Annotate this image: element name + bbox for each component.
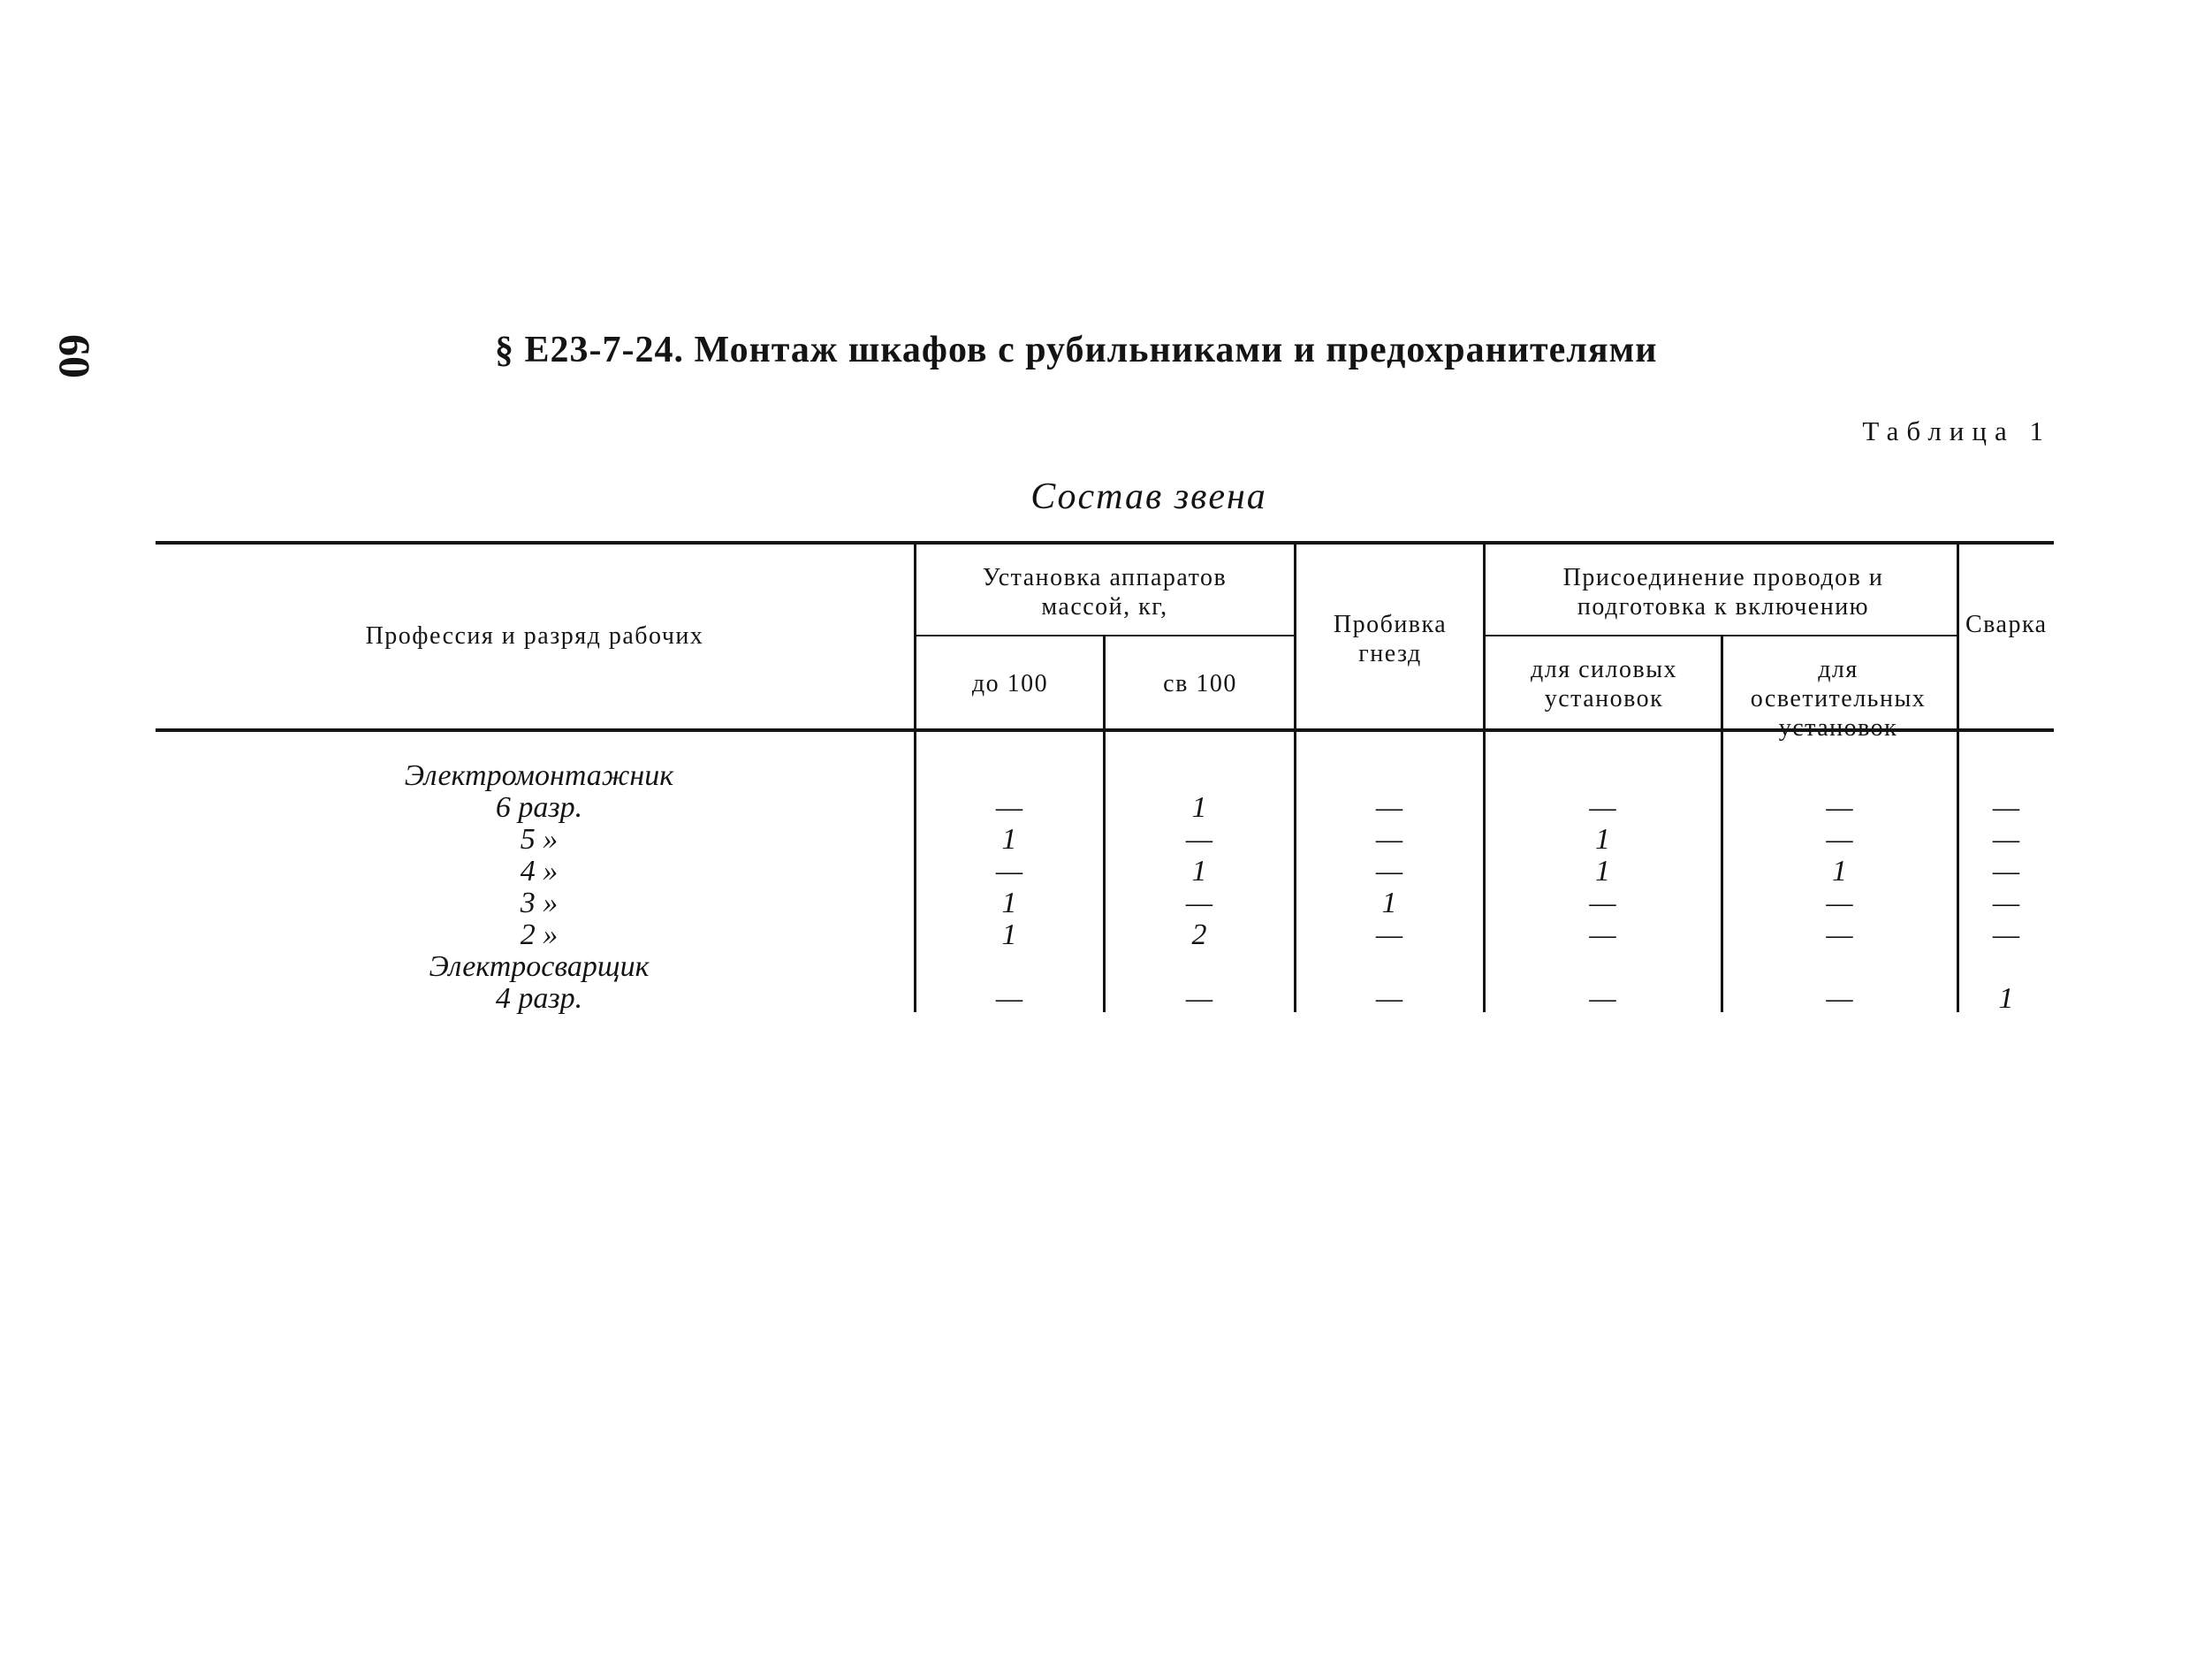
value-cell: — (1992, 918, 2020, 951)
value-cell: 1 (1832, 855, 1847, 888)
section-title: § Е23-7-24. Монтаж шкафов с рубильниками и предохранителями (495, 330, 1658, 370)
value-cell: — (995, 791, 1023, 824)
header-profession: Профессия и разряд рабочих (365, 622, 704, 650)
profession-cell: 4 разр. (495, 982, 583, 1015)
value-cell: — (1375, 823, 1403, 856)
value-cell: 1 (1998, 982, 2014, 1015)
header-connect-power: для силовых установок (1530, 656, 1677, 712)
profession-cell: 4 » (520, 855, 559, 888)
value-cell: — (1589, 918, 1616, 951)
value-cell: 2 (1191, 918, 1207, 951)
value-cell: 1 (1001, 887, 1017, 919)
header-connect-group: Присоединение проводов и подготовка к включению (1562, 564, 1884, 621)
value-cell: — (1375, 855, 1403, 888)
profession-cell: Электромонтажник (404, 759, 674, 792)
header-connect-lighting: для осветительных установок (1750, 656, 1927, 742)
value-cell: — (1826, 982, 1853, 1015)
value-cell: 1 (1191, 855, 1207, 888)
header-welding: Сварка (1965, 611, 2048, 638)
value-cell: — (1826, 823, 1853, 856)
value-cell: — (1375, 791, 1403, 824)
profession-cell: 3 » (520, 887, 559, 919)
value-cell: — (1826, 918, 1853, 951)
value-cell: — (995, 855, 1023, 888)
value-cell: — (1375, 918, 1403, 951)
value-cell: — (1185, 823, 1213, 856)
value-cell: — (1185, 982, 1213, 1015)
value-cell: — (1826, 791, 1853, 824)
profession-cell: 2 » (520, 918, 559, 951)
value-cell: 1 (1381, 887, 1397, 919)
header-install-group: Установка аппаратов массой, кг, (982, 564, 1228, 621)
profession-cell: 5 » (520, 823, 559, 856)
profession-cell: 6 разр. (495, 791, 583, 824)
table-top-rule (156, 541, 2054, 545)
value-cell: — (1375, 982, 1403, 1015)
value-cell: — (1826, 887, 1853, 919)
value-cell: — (1589, 791, 1616, 824)
table-label: Таблица 1 (1862, 415, 2051, 446)
value-cell: — (1589, 982, 1616, 1015)
table-caption: Состав звена (1030, 476, 1267, 517)
value-cell: 1 (1001, 823, 1017, 856)
value-cell: 1 (1191, 791, 1207, 824)
value-cell: — (1589, 887, 1616, 919)
value-cell: 1 (1595, 855, 1610, 888)
value-cell: — (1992, 823, 2020, 856)
header-install-up-to-100: до 100 (971, 670, 1049, 697)
value-cell: — (995, 982, 1023, 1015)
value-cell: — (1185, 887, 1213, 919)
value-cell: 1 (1001, 918, 1017, 951)
value-cell: — (1992, 791, 2020, 824)
value-cell: — (1992, 887, 2020, 919)
value-cell: — (1992, 855, 2020, 888)
header-install-over-100: св 100 (1163, 670, 1237, 697)
page-number: 60 (50, 334, 100, 378)
profession-cell: Электросварщик (429, 950, 650, 983)
value-cell: 1 (1595, 823, 1610, 856)
header-nest-punching: Пробивка гнезд (1333, 611, 1448, 667)
